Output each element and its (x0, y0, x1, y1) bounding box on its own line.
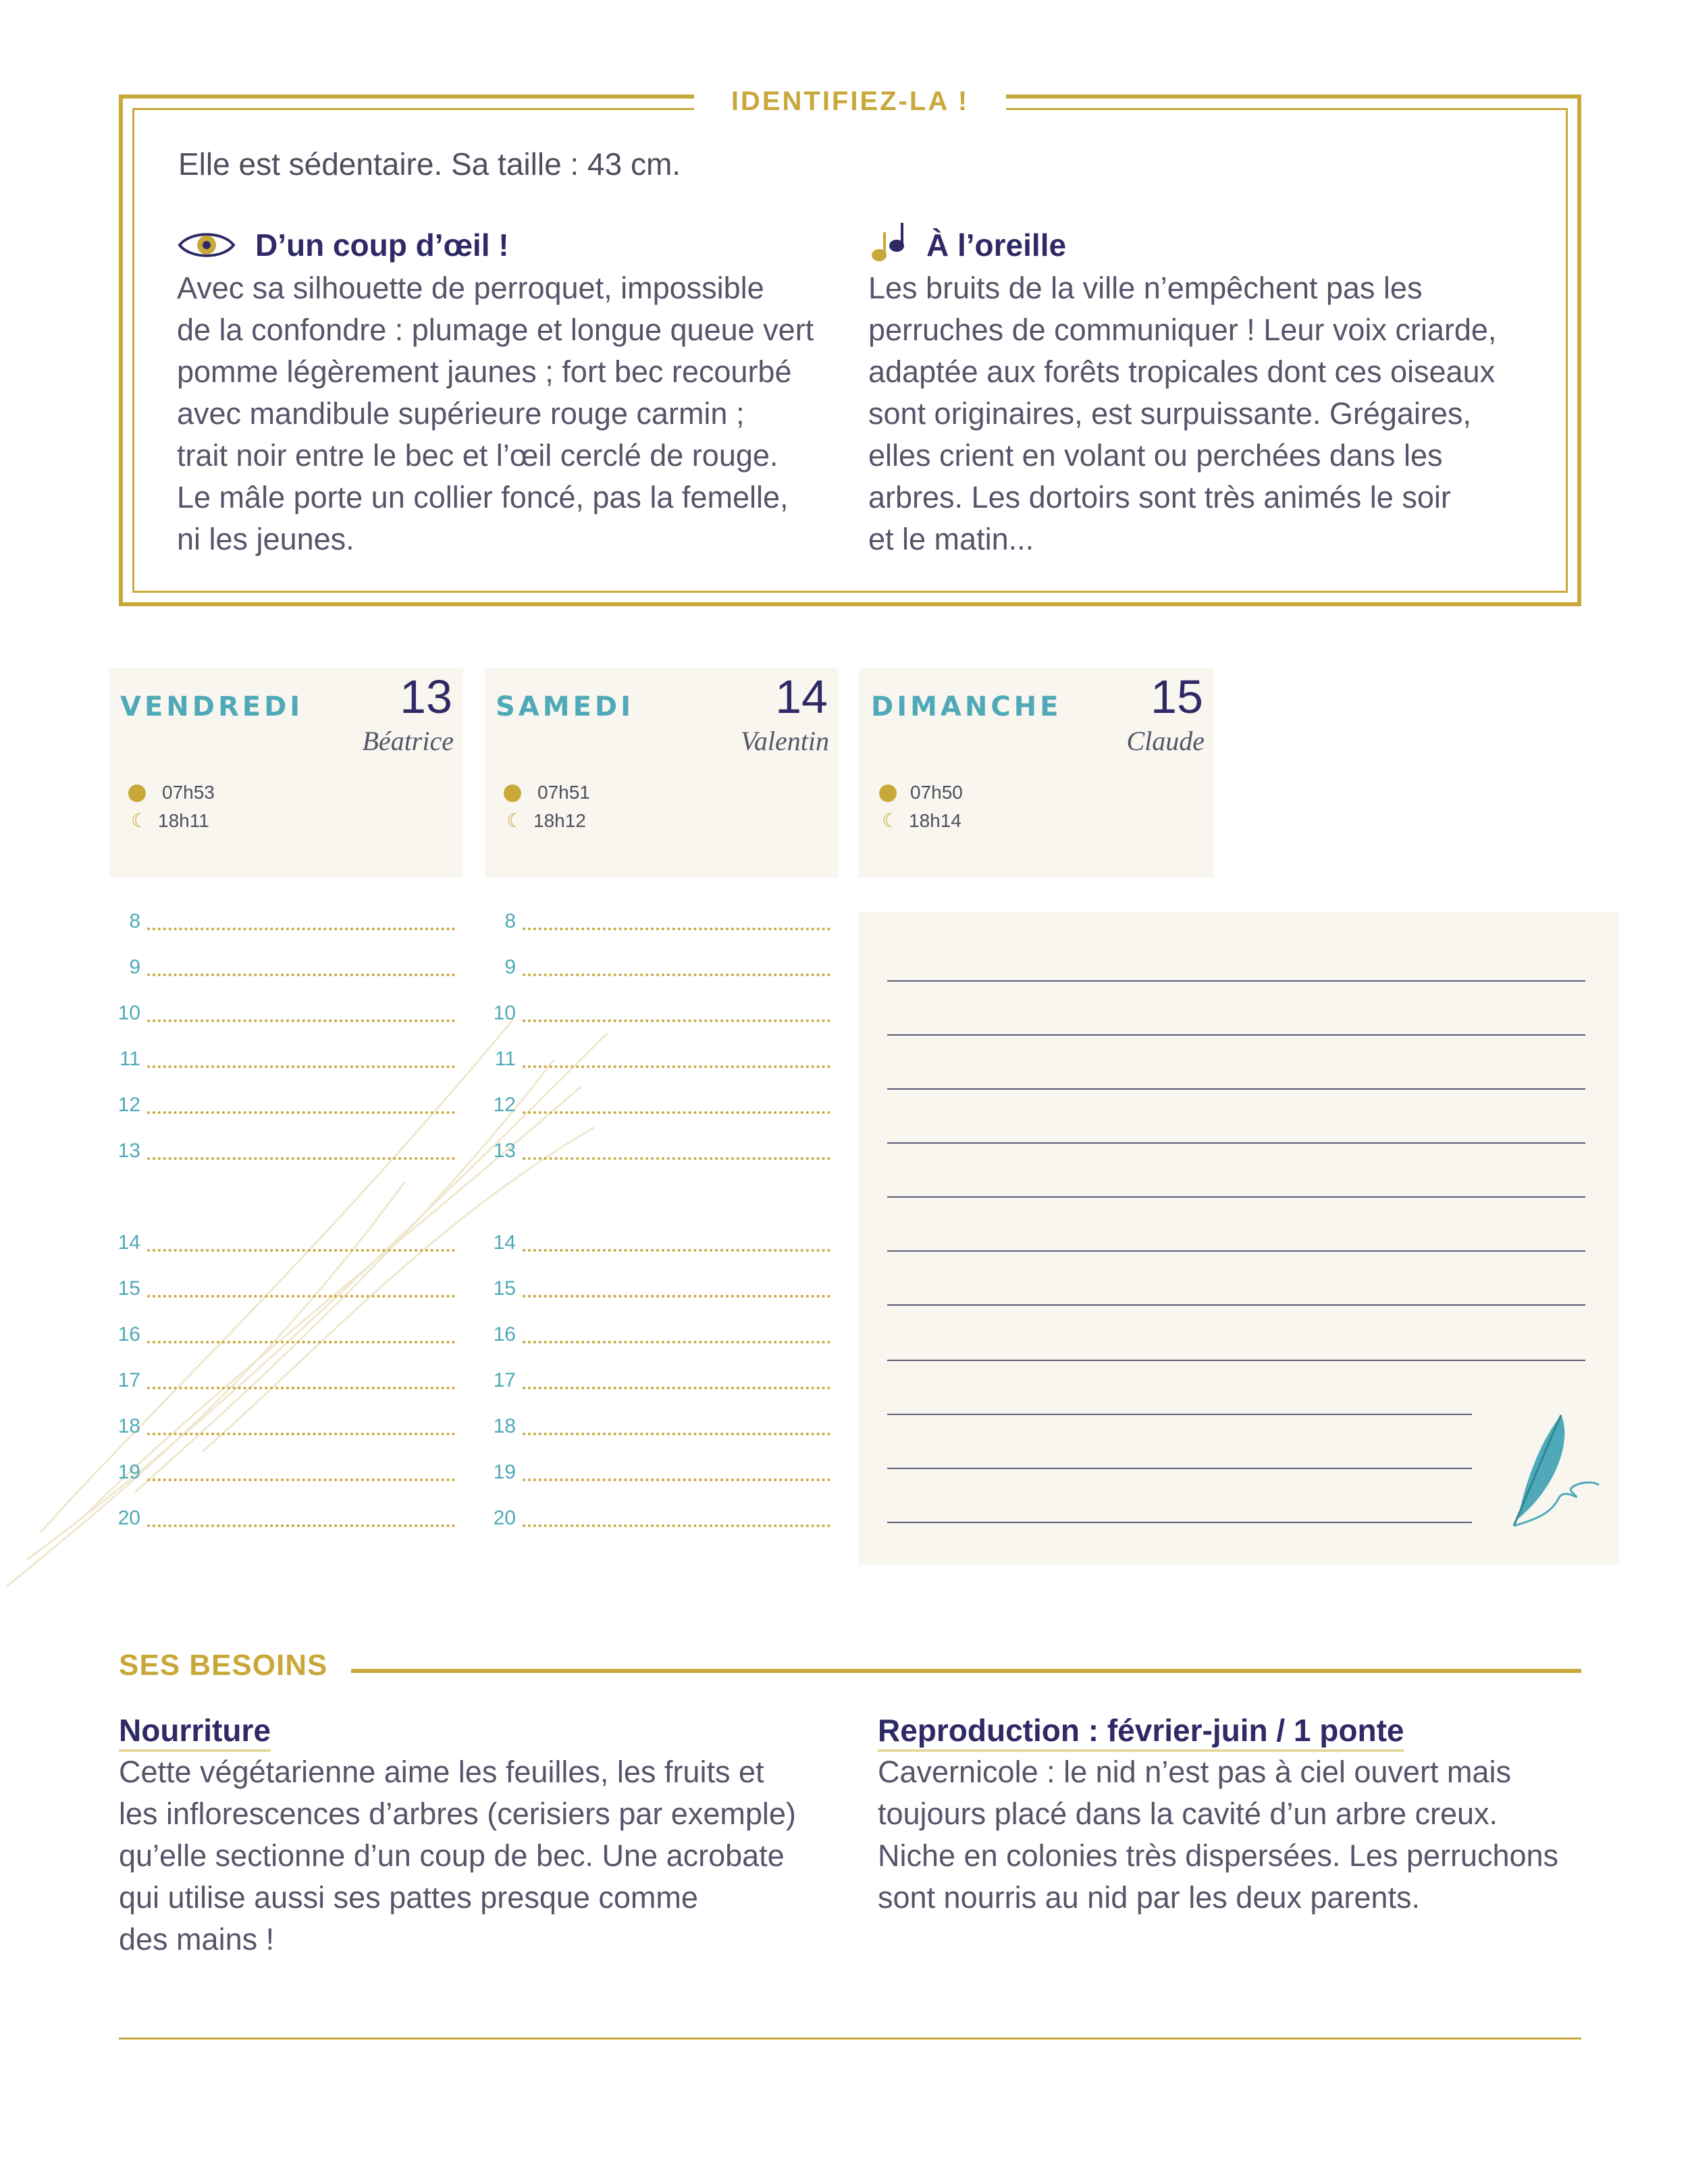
note-line[interactable] (887, 1034, 1585, 1036)
day-name: DIMANCHE (871, 691, 1062, 722)
repro-line: sont nourris au nid par les deux parents. (878, 1880, 1420, 1915)
hour-slot[interactable] (147, 1433, 455, 1435)
sunrise-time: 07h53 (162, 782, 215, 803)
identify-title: IDENTIFIEZ-LA ! (731, 86, 970, 116)
food-section (119, 1712, 835, 1961)
hour-label: 16 (493, 1323, 516, 1346)
day-number: 13 (400, 670, 452, 723)
ear-heading: À l’oreille (926, 228, 1067, 263)
moon-icon: ☾ (882, 809, 899, 832)
hour-label: 14 (117, 1231, 140, 1254)
note-line[interactable] (887, 1360, 1585, 1361)
repro-section (878, 1712, 1593, 1919)
food-line: les inflorescences d’arbres (cerisiers par exemple) (119, 1796, 796, 1831)
hour-slot[interactable] (147, 1479, 455, 1481)
sunrise-icon (128, 784, 146, 802)
look-line: avec mandibule supérieure rouge carmin ; (177, 396, 745, 431)
hour-slot[interactable] (523, 1524, 830, 1527)
hour-slot[interactable] (523, 1479, 830, 1481)
sunrise-icon (879, 784, 897, 802)
note-line[interactable] (887, 1468, 1472, 1469)
hour-label: 8 (129, 910, 140, 932)
note-line[interactable] (887, 1088, 1585, 1090)
sunset-time: 18h11 (158, 810, 209, 831)
hour-label: 15 (117, 1277, 140, 1300)
sunset-time: 18h14 (909, 810, 961, 831)
feather-watermark (0, 979, 648, 1587)
look-text (177, 267, 852, 560)
hour-label: 9 (504, 956, 516, 978)
day-number: 15 (1151, 670, 1203, 723)
hour-slot[interactable] (147, 1387, 455, 1389)
repro-line: Niche en colonies très dispersées. Les perruchons (878, 1838, 1559, 1873)
look-heading: D’un coup d’œil ! (255, 228, 509, 263)
saint-name: Valentin (740, 726, 829, 756)
hour-label: 13 (493, 1140, 516, 1162)
sunrise-icon (504, 784, 521, 802)
identify-intro: Elle est sédentaire. Sa taille : 43 cm. (178, 147, 681, 182)
needs-title: SES BESOINS (119, 1649, 328, 1682)
repro-line: toujours placé dans la cavité d’un arbre creux. (878, 1796, 1498, 1831)
sunset-time: 18h12 (533, 810, 586, 831)
hour-label: 17 (117, 1369, 140, 1391)
identify-title-wrap (694, 80, 1006, 123)
hour-label: 18 (493, 1415, 516, 1437)
note-line[interactable] (887, 1196, 1585, 1198)
food-line: des mains ! (119, 1922, 275, 1956)
note-line[interactable] (887, 1142, 1585, 1144)
hour-slot[interactable] (147, 1111, 455, 1114)
hour-slot[interactable] (523, 1387, 830, 1389)
hour-slot[interactable] (523, 1341, 830, 1343)
needs-rule (351, 1669, 1581, 1673)
hour-slot[interactable] (147, 1065, 455, 1068)
hour-slot[interactable] (523, 1295, 830, 1298)
hour-label: 20 (117, 1507, 140, 1529)
day-number: 14 (775, 670, 828, 723)
hour-slot[interactable] (147, 1341, 455, 1343)
moon-icon: ☾ (131, 809, 149, 832)
ear-line: Les bruits de la ville n’empêchent pas les (868, 271, 1423, 305)
hour-slot[interactable] (147, 1249, 455, 1252)
hour-label: 20 (493, 1507, 516, 1529)
ear-line: perruches de communiquer ! Leur voix criarde, (868, 313, 1497, 347)
sunrise-time: 07h51 (537, 782, 590, 803)
repro-text (878, 1751, 1593, 1919)
hour-slot[interactable] (523, 1433, 830, 1435)
hour-label: 13 (117, 1140, 140, 1162)
ear-text (868, 267, 1557, 560)
hour-slot[interactable] (147, 1295, 455, 1298)
music-notes-icon (871, 220, 912, 263)
hour-label: 10 (493, 1002, 516, 1024)
hour-slot[interactable] (147, 1157, 455, 1160)
hour-label: 19 (117, 1461, 140, 1483)
day-name: SAMEDI (496, 691, 634, 722)
hour-label: 11 (119, 1048, 140, 1070)
hour-label: 8 (504, 910, 516, 932)
food-text (119, 1751, 835, 1961)
note-line[interactable] (887, 1250, 1585, 1252)
ear-line: arbres. Les dortoirs sont très animés le soir (868, 480, 1451, 514)
food-line: Cette végétarienne aime les feuilles, les fruits et (119, 1755, 764, 1789)
sunrise-time: 07h50 (910, 782, 963, 803)
hour-label: 9 (129, 956, 140, 978)
look-line: trait noir entre le bec et l’œil cerclé de rouge. (177, 438, 779, 473)
bottom-rule (119, 2037, 1581, 2040)
hour-slot[interactable] (147, 928, 455, 930)
note-line[interactable] (887, 1304, 1585, 1306)
food-line: qui utilise aussi ses pattes presque comme (119, 1880, 698, 1915)
hour-label: 16 (117, 1323, 140, 1346)
saint-name: Claude (1126, 726, 1205, 756)
hour-slot[interactable] (523, 974, 830, 976)
hour-slot[interactable] (523, 1249, 830, 1252)
hour-label: 12 (493, 1094, 516, 1116)
look-line: Le mâle porte un collier foncé, pas la femelle, (177, 480, 789, 514)
hour-label: 12 (117, 1094, 140, 1116)
hour-label: 18 (117, 1415, 140, 1437)
look-line: Avec sa silhouette de perroquet, impossible (177, 271, 764, 305)
saint-name: Béatrice (362, 726, 454, 756)
hour-slot[interactable] (523, 1065, 830, 1068)
hour-label: 15 (493, 1277, 516, 1300)
hour-label: 14 (493, 1231, 516, 1254)
hour-label: 17 (493, 1369, 516, 1391)
hour-slot[interactable] (147, 974, 455, 976)
ear-line: adaptée aux forêts tropicales dont ces oiseaux (868, 354, 1496, 389)
repro-line: Cavernicole : le nid n’est pas à ciel ouvert mais (878, 1755, 1511, 1789)
eye-icon (177, 228, 236, 262)
hour-slot[interactable] (147, 1019, 455, 1022)
ear-line: sont originaires, est surpuissante. Grégaires, (868, 396, 1471, 431)
moon-icon: ☾ (506, 809, 524, 832)
food-heading: Nourriture (119, 1713, 271, 1752)
look-line: pomme légèrement jaunes ; fort bec recourbé (177, 354, 792, 389)
hour-slot[interactable] (147, 1524, 455, 1527)
hour-slot[interactable] (523, 928, 830, 930)
day-name: VENDREDI (120, 691, 304, 722)
hour-label: 10 (117, 1002, 140, 1024)
look-line: ni les jeunes. (177, 522, 354, 556)
hour-slot[interactable] (523, 1019, 830, 1022)
repro-heading: Reproduction : février-juin / 1 ponte (878, 1713, 1404, 1752)
look-line: de la confondre : plumage et longue queue vert (177, 313, 814, 347)
quill-icon (1504, 1411, 1606, 1531)
ear-line: elles crient en volant ou perchées dans les (868, 438, 1443, 473)
hour-label: 11 (494, 1048, 516, 1070)
note-line[interactable] (887, 1414, 1472, 1415)
note-line[interactable] (887, 980, 1585, 982)
hour-slot[interactable] (523, 1111, 830, 1114)
hour-label: 19 (493, 1461, 516, 1483)
food-line: qu’elle sectionne d’un coup de bec. Une acrobate (119, 1838, 785, 1873)
note-line[interactable] (887, 1522, 1472, 1523)
hour-slot[interactable] (523, 1157, 830, 1160)
ear-line: et le matin... (868, 522, 1034, 556)
